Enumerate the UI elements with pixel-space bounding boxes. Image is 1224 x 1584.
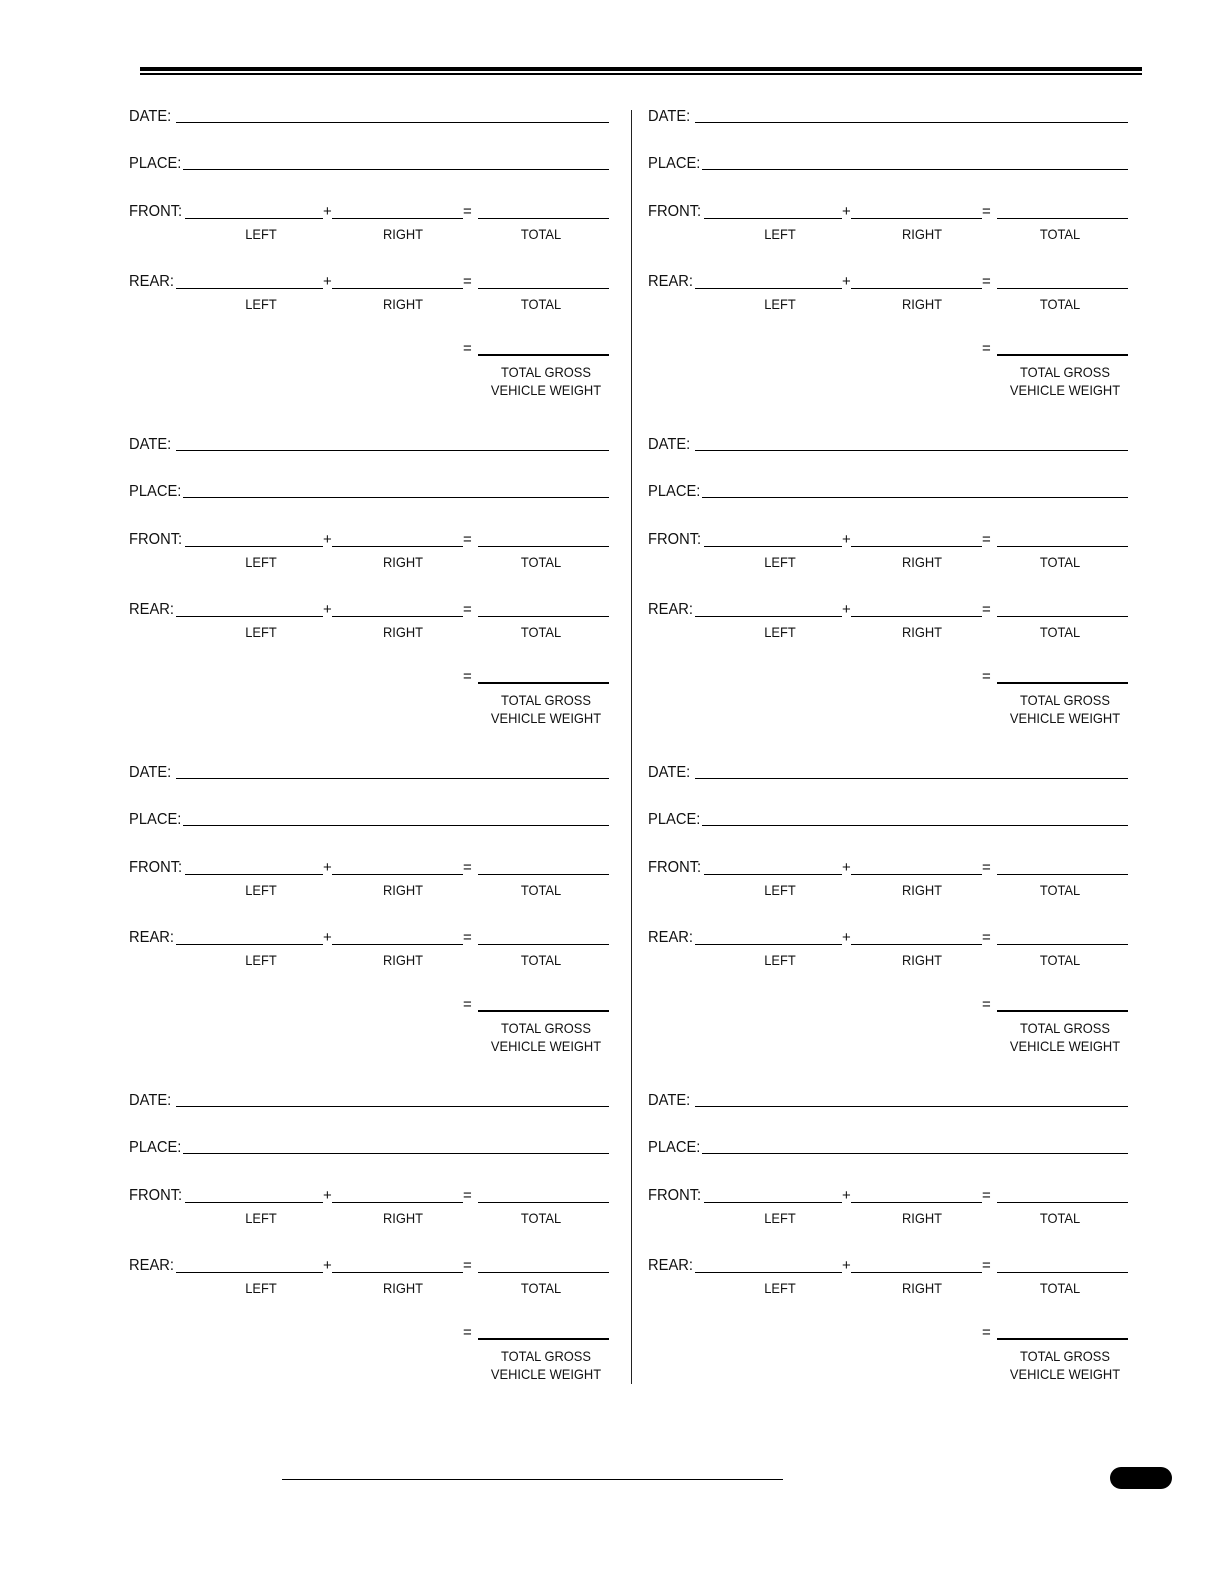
front-left-field[interactable] xyxy=(704,874,842,875)
front-total-field[interactable] xyxy=(997,546,1128,547)
rear-right-field[interactable] xyxy=(332,944,463,945)
rear-label: REAR: xyxy=(129,1257,174,1274)
date-field[interactable] xyxy=(695,450,1128,451)
place-label: PLACE: xyxy=(648,483,701,500)
gross-equals: = xyxy=(463,668,472,685)
date-field[interactable] xyxy=(176,450,609,451)
front-plus: + xyxy=(842,531,851,548)
front-right-field[interactable] xyxy=(332,218,463,219)
front-right-caption: RIGHT xyxy=(901,882,943,898)
weigh-record-8 xyxy=(648,1092,1128,1392)
rear-right-field[interactable] xyxy=(332,1272,463,1273)
rear-right-caption: RIGHT xyxy=(901,624,943,640)
front-total-caption: TOTAL xyxy=(1039,554,1081,570)
date-field[interactable] xyxy=(176,1106,609,1107)
front-plus: + xyxy=(842,203,851,220)
column-divider xyxy=(631,110,632,1384)
front-left-caption: LEFT xyxy=(764,1210,796,1226)
gross-total-field[interactable] xyxy=(478,1010,609,1012)
rear-total-caption: TOTAL xyxy=(1039,1280,1081,1296)
rear-total-field[interactable] xyxy=(997,1272,1128,1273)
front-right-caption: RIGHT xyxy=(901,1210,943,1226)
place-label: PLACE: xyxy=(648,1139,701,1156)
front-label: FRONT: xyxy=(129,531,183,548)
gross-caption-line2: VEHICLE WEIGHT xyxy=(490,1038,602,1054)
front-right-caption: RIGHT xyxy=(382,1210,424,1226)
front-total-caption: TOTAL xyxy=(1039,226,1081,242)
front-total-caption: TOTAL xyxy=(520,1210,562,1226)
front-plus: + xyxy=(323,531,332,548)
rear-right-field[interactable] xyxy=(332,616,463,617)
rear-left-caption: LEFT xyxy=(245,624,277,640)
header-double-rule xyxy=(140,67,1142,77)
page-number-badge xyxy=(1110,1467,1172,1489)
gross-caption-line1: TOTAL GROSS xyxy=(1020,1348,1110,1364)
front-left-caption: LEFT xyxy=(245,554,277,570)
weigh-record-1 xyxy=(129,108,609,408)
rear-label: REAR: xyxy=(648,929,693,946)
rear-right-field[interactable] xyxy=(851,616,982,617)
rear-total-caption: TOTAL xyxy=(1039,624,1081,640)
rear-left-caption: LEFT xyxy=(764,296,796,312)
front-left-caption: LEFT xyxy=(245,1210,277,1226)
front-total-caption: TOTAL xyxy=(1039,1210,1081,1226)
date-field[interactable] xyxy=(176,122,609,123)
rear-equals: = xyxy=(982,273,991,290)
place-label: PLACE: xyxy=(648,811,701,828)
weigh-record-6 xyxy=(648,436,1128,736)
front-equals: = xyxy=(463,531,472,548)
rear-total-caption: TOTAL xyxy=(520,296,562,312)
rear-left-caption: LEFT xyxy=(245,1280,277,1296)
gross-caption-line1: TOTAL GROSS xyxy=(1020,692,1110,708)
gross-equals: = xyxy=(982,340,991,357)
rear-plus: + xyxy=(323,929,332,946)
gross-equals: = xyxy=(982,668,991,685)
rear-equals: = xyxy=(463,273,472,290)
rear-right-caption: RIGHT xyxy=(382,952,424,968)
front-equals: = xyxy=(982,1187,991,1204)
place-field[interactable] xyxy=(702,1153,1128,1154)
front-total-field[interactable] xyxy=(997,1202,1128,1203)
front-equals: = xyxy=(463,203,472,220)
front-left-caption: LEFT xyxy=(764,882,796,898)
rear-total-field[interactable] xyxy=(478,1272,609,1273)
weigh-record-7 xyxy=(648,764,1128,1064)
rear-right-caption: RIGHT xyxy=(382,1280,424,1296)
place-field[interactable] xyxy=(183,497,609,498)
date-field[interactable] xyxy=(176,778,609,779)
front-plus: + xyxy=(842,1187,851,1204)
front-total-field[interactable] xyxy=(997,218,1128,219)
place-label: PLACE: xyxy=(648,155,701,172)
date-label: DATE: xyxy=(648,436,691,453)
rear-plus: + xyxy=(323,273,332,290)
front-right-field[interactable] xyxy=(851,546,982,547)
rear-right-caption: RIGHT xyxy=(901,1280,943,1296)
rear-label: REAR: xyxy=(129,929,174,946)
front-right-caption: RIGHT xyxy=(901,226,943,242)
weigh-record-3 xyxy=(129,764,609,1064)
front-total-field[interactable] xyxy=(478,218,609,219)
rear-label: REAR: xyxy=(129,601,174,618)
front-total-caption: TOTAL xyxy=(520,226,562,242)
rear-left-field[interactable] xyxy=(176,616,323,617)
date-field[interactable] xyxy=(695,778,1128,779)
front-label: FRONT: xyxy=(648,531,702,548)
place-field[interactable] xyxy=(702,825,1128,826)
front-right-caption: RIGHT xyxy=(382,882,424,898)
front-plus: + xyxy=(323,1187,332,1204)
front-left-field[interactable] xyxy=(704,546,842,547)
gross-caption-line1: TOTAL GROSS xyxy=(501,692,591,708)
place-field[interactable] xyxy=(183,825,609,826)
gross-equals: = xyxy=(463,996,472,1013)
gross-caption-line2: VEHICLE WEIGHT xyxy=(490,382,602,398)
gross-caption-line2: VEHICLE WEIGHT xyxy=(490,710,602,726)
front-left-field[interactable] xyxy=(704,1202,842,1203)
front-right-caption: RIGHT xyxy=(901,554,943,570)
front-plus: + xyxy=(323,859,332,876)
rear-equals: = xyxy=(982,929,991,946)
front-equals: = xyxy=(982,531,991,548)
front-total-caption: TOTAL xyxy=(1039,882,1081,898)
rear-equals: = xyxy=(982,1257,991,1274)
front-total-field[interactable] xyxy=(478,546,609,547)
rear-plus: + xyxy=(842,601,851,618)
gross-total-field[interactable] xyxy=(478,682,609,684)
rear-left-caption: LEFT xyxy=(245,296,277,312)
front-total-field[interactable] xyxy=(997,874,1128,875)
place-label: PLACE: xyxy=(129,811,182,828)
rear-left-field[interactable] xyxy=(695,944,842,945)
gross-total-field[interactable] xyxy=(997,682,1128,684)
date-label: DATE: xyxy=(648,108,691,125)
rear-equals: = xyxy=(982,601,991,618)
front-right-caption: RIGHT xyxy=(382,226,424,242)
gross-caption-line1: TOTAL GROSS xyxy=(1020,1020,1110,1036)
place-field[interactable] xyxy=(183,169,609,170)
rear-label: REAR: xyxy=(648,273,693,290)
rear-total-field[interactable] xyxy=(997,288,1128,289)
front-total-field[interactable] xyxy=(478,874,609,875)
front-left-caption: LEFT xyxy=(245,226,277,242)
gross-caption-line1: TOTAL GROSS xyxy=(501,1020,591,1036)
rear-left-field[interactable] xyxy=(695,616,842,617)
rear-total-caption: TOTAL xyxy=(1039,296,1081,312)
gross-equals: = xyxy=(463,340,472,357)
rear-right-field[interactable] xyxy=(332,288,463,289)
gross-caption-line2: VEHICLE WEIGHT xyxy=(1009,1366,1121,1382)
front-left-field[interactable] xyxy=(185,1202,323,1203)
front-right-caption: RIGHT xyxy=(382,554,424,570)
front-left-field[interactable] xyxy=(704,218,842,219)
front-label: FRONT: xyxy=(648,203,702,220)
rear-left-caption: LEFT xyxy=(764,1280,796,1296)
rear-left-caption: LEFT xyxy=(764,952,796,968)
front-right-field[interactable] xyxy=(332,1202,463,1203)
place-label: PLACE: xyxy=(129,483,182,500)
gross-equals: = xyxy=(463,1324,472,1341)
footer-rule xyxy=(282,1479,783,1480)
rear-total-field[interactable] xyxy=(478,616,609,617)
rear-equals: = xyxy=(463,601,472,618)
date-label: DATE: xyxy=(648,1092,691,1109)
front-equals: = xyxy=(982,203,991,220)
rear-right-caption: RIGHT xyxy=(382,296,424,312)
gross-total-field[interactable] xyxy=(478,354,609,356)
place-label: PLACE: xyxy=(129,1139,182,1156)
gross-caption-line1: TOTAL GROSS xyxy=(501,1348,591,1364)
rear-left-caption: LEFT xyxy=(245,952,277,968)
rear-right-caption: RIGHT xyxy=(901,952,943,968)
gross-equals: = xyxy=(982,996,991,1013)
front-left-caption: LEFT xyxy=(764,226,796,242)
rear-equals: = xyxy=(463,929,472,946)
rear-right-caption: RIGHT xyxy=(382,624,424,640)
gross-caption-line2: VEHICLE WEIGHT xyxy=(1009,382,1121,398)
place-label: PLACE: xyxy=(129,155,182,172)
front-label: FRONT: xyxy=(129,203,183,220)
rear-left-field[interactable] xyxy=(176,1272,323,1273)
gross-total-field[interactable] xyxy=(997,354,1128,356)
rear-right-field[interactable] xyxy=(851,944,982,945)
front-equals: = xyxy=(982,859,991,876)
place-field[interactable] xyxy=(702,497,1128,498)
rear-equals: = xyxy=(463,1257,472,1274)
front-right-field[interactable] xyxy=(851,218,982,219)
front-right-field[interactable] xyxy=(851,1202,982,1203)
front-equals: = xyxy=(463,859,472,876)
front-right-field[interactable] xyxy=(332,874,463,875)
rear-label: REAR: xyxy=(129,273,174,290)
date-label: DATE: xyxy=(648,764,691,781)
weigh-record-2 xyxy=(129,436,609,736)
front-label: FRONT: xyxy=(129,859,183,876)
front-label: FRONT: xyxy=(648,859,702,876)
date-label: DATE: xyxy=(129,108,172,125)
front-total-caption: TOTAL xyxy=(520,554,562,570)
rear-total-field[interactable] xyxy=(478,288,609,289)
front-left-field[interactable] xyxy=(185,546,323,547)
rear-label: REAR: xyxy=(648,601,693,618)
rear-right-field[interactable] xyxy=(851,1272,982,1273)
gross-caption-line2: VEHICLE WEIGHT xyxy=(490,1366,602,1382)
gross-caption-line1: TOTAL GROSS xyxy=(501,364,591,380)
rear-total-caption: TOTAL xyxy=(1039,952,1081,968)
rear-plus: + xyxy=(842,273,851,290)
date-label: DATE: xyxy=(129,1092,172,1109)
date-field[interactable] xyxy=(695,122,1128,123)
date-label: DATE: xyxy=(129,436,172,453)
rear-total-caption: TOTAL xyxy=(520,624,562,640)
gross-caption-line2: VEHICLE WEIGHT xyxy=(1009,1038,1121,1054)
place-field[interactable] xyxy=(702,169,1128,170)
rear-right-field[interactable] xyxy=(851,288,982,289)
weigh-record-4 xyxy=(129,1092,609,1392)
front-label: FRONT: xyxy=(648,1187,702,1204)
rear-plus: + xyxy=(323,601,332,618)
gross-total-field[interactable] xyxy=(478,1338,609,1340)
rear-left-caption: LEFT xyxy=(764,624,796,640)
date-label: DATE: xyxy=(129,764,172,781)
front-left-field[interactable] xyxy=(185,218,323,219)
front-right-field[interactable] xyxy=(332,546,463,547)
rear-label: REAR: xyxy=(648,1257,693,1274)
rear-plus: + xyxy=(842,929,851,946)
front-total-field[interactable] xyxy=(478,1202,609,1203)
front-left-field[interactable] xyxy=(185,874,323,875)
rear-right-caption: RIGHT xyxy=(901,296,943,312)
gross-total-field[interactable] xyxy=(997,1010,1128,1012)
rear-left-field[interactable] xyxy=(176,944,323,945)
front-plus: + xyxy=(842,859,851,876)
rear-plus: + xyxy=(842,1257,851,1274)
rear-total-field[interactable] xyxy=(997,944,1128,945)
front-equals: = xyxy=(463,1187,472,1204)
place-field[interactable] xyxy=(183,1153,609,1154)
front-label: FRONT: xyxy=(129,1187,183,1204)
front-plus: + xyxy=(323,203,332,220)
front-right-field[interactable] xyxy=(851,874,982,875)
date-field[interactable] xyxy=(695,1106,1128,1107)
gross-caption-line2: VEHICLE WEIGHT xyxy=(1009,710,1121,726)
rear-total-caption: TOTAL xyxy=(520,952,562,968)
rear-plus: + xyxy=(323,1257,332,1274)
gross-equals: = xyxy=(982,1324,991,1341)
rear-total-field[interactable] xyxy=(478,944,609,945)
front-left-caption: LEFT xyxy=(245,882,277,898)
gross-caption-line1: TOTAL GROSS xyxy=(1020,364,1110,380)
rear-left-field[interactable] xyxy=(695,288,842,289)
front-left-caption: LEFT xyxy=(764,554,796,570)
front-total-caption: TOTAL xyxy=(520,882,562,898)
gross-total-field[interactable] xyxy=(997,1338,1128,1340)
rear-left-field[interactable] xyxy=(695,1272,842,1273)
rear-total-field[interactable] xyxy=(997,616,1128,617)
rear-left-field[interactable] xyxy=(176,288,323,289)
weigh-record-5 xyxy=(648,108,1128,408)
rear-total-caption: TOTAL xyxy=(520,1280,562,1296)
